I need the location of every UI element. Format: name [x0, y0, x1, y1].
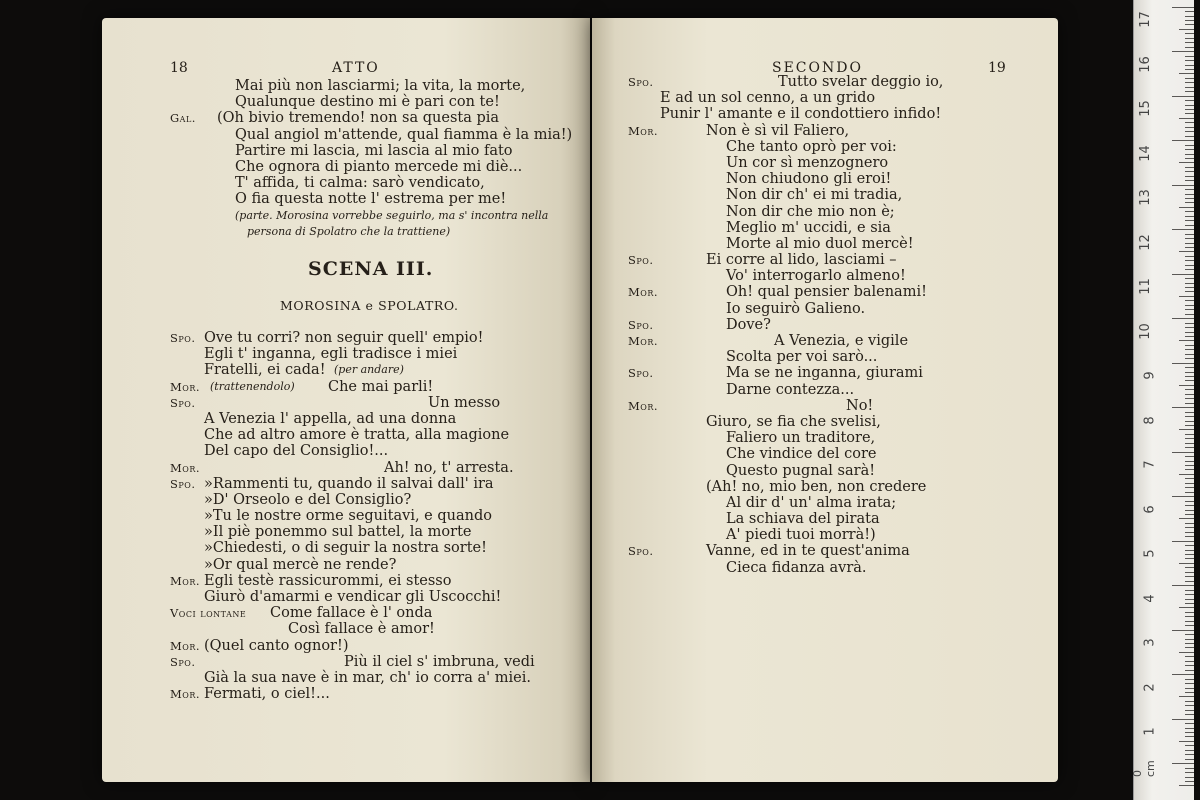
verse-line: Mai più non lasciarmi; la vita, la morte, [235, 78, 526, 94]
ruler-tick [1185, 358, 1194, 359]
ruler-tick [1185, 127, 1194, 128]
ruler-tick [1185, 154, 1194, 155]
verse-line: Già la sua nave è in mar, ch' io corra a' miei. [204, 669, 531, 686]
verse-line: Cieca fidanza avrà. [726, 559, 867, 576]
ruler-tick [1185, 189, 1194, 190]
verse-line: Che ad altro amore è tratta, alla magione [204, 427, 510, 444]
verse-line: Spo. Ma se ne inganna, giurami [628, 365, 923, 382]
ruler-tick [1179, 73, 1194, 74]
verse-line: Mor. Fermati, o ciel!... [170, 686, 330, 703]
ruler-tick [1185, 754, 1194, 755]
verse-line: Fratelli, ei cada! (per andare) [204, 362, 404, 379]
ruler-tick [1185, 469, 1194, 470]
ruler-tick [1185, 243, 1194, 244]
ruler-tick [1185, 421, 1194, 422]
verse-line: Spo. Vanne, ed in te quest'anima [628, 543, 910, 560]
verse-line: Così fallace è amor! [288, 621, 435, 638]
ruler-tick [1185, 576, 1194, 577]
verse-line: Che ognora di pianto mercede mi diè... [235, 158, 523, 175]
ruler-tick [1185, 211, 1194, 212]
ruler-tick [1185, 16, 1194, 17]
ruler-tick [1185, 354, 1194, 355]
ruler-tick [1185, 550, 1194, 551]
ruler-number: 4 [1142, 593, 1158, 603]
left-page [102, 18, 590, 782]
ruler-tick [1185, 425, 1194, 426]
running-head: ATTO [332, 60, 380, 76]
ruler-tick [1185, 87, 1194, 88]
ruler-tick [1179, 607, 1194, 608]
verse-line: Partire mi lascia, mi lascia al mio fato [235, 142, 513, 159]
ruler-tick [1185, 465, 1194, 466]
ruler-number: 3 [1142, 638, 1158, 647]
ruler-tick [1185, 772, 1194, 773]
ruler-tick [1185, 647, 1194, 648]
verse-line: Spo. Ove tu corri? non seguir quell' empio! [170, 330, 484, 346]
ruler-tick [1185, 220, 1194, 221]
ruler-tick [1172, 541, 1194, 542]
verse-line: E ad un sol cenno, a un grido [660, 90, 876, 107]
verse-line: Giuro, se fia che svelisi, [706, 413, 881, 430]
ruler-tick [1185, 434, 1194, 435]
ruler-tick [1185, 380, 1194, 381]
verse-line: Mor. Ah! no, t' arresta. [170, 459, 514, 476]
ruler-tick [1185, 145, 1194, 146]
ruler-tick [1185, 336, 1194, 337]
verse-line: Mor. Non è sì vil Faliero, [628, 122, 850, 139]
ruler-tick [1185, 38, 1194, 39]
ruler-tick [1172, 719, 1194, 720]
ruler-tick [1185, 710, 1194, 711]
ruler-tick [1185, 643, 1194, 644]
ruler-tick [1172, 318, 1194, 319]
verse-line: Scolta per voi sarò... [726, 349, 878, 366]
ruler-tick [1185, 594, 1194, 595]
ruler-tick [1185, 216, 1194, 217]
ruler-tick [1185, 688, 1194, 689]
ruler-tick [1185, 20, 1194, 21]
verse-line: Giurò d'amarmi e vendicar gli Uscocchi! [204, 589, 502, 605]
ruler-tick [1185, 305, 1194, 306]
ruler-tick [1172, 763, 1194, 764]
ruler-tick [1185, 24, 1194, 25]
ruler-tick [1185, 269, 1194, 270]
scene-title: SCENA III. [308, 258, 434, 280]
ruler-tick [1185, 225, 1194, 226]
ruler-tick [1185, 234, 1194, 235]
ruler-tick [1172, 496, 1194, 497]
ruler-tick [1172, 229, 1194, 230]
ruler-tick [1185, 349, 1194, 350]
ruler-number: 6 [1142, 504, 1158, 514]
verse-block [592, 74, 1058, 576]
verse-line: Non dir che mio non è; [726, 203, 895, 220]
ruler-tick [1185, 527, 1194, 528]
verse-line: Mor. (Quel canto ognor!) [170, 637, 349, 654]
ruler-tick [1185, 327, 1194, 328]
verse-line: T' affida, ti calma: sarò vendicato, [235, 175, 485, 192]
ruler-tick [1185, 656, 1194, 657]
ruler-tick [1185, 483, 1194, 484]
ruler-tick [1179, 162, 1194, 163]
ruler-tick [1185, 314, 1194, 315]
verse-line: (Ah! no, mio ben, non credere [706, 478, 927, 495]
ruler-tick [1185, 545, 1194, 546]
ruler-number: 1 [1142, 727, 1158, 736]
ruler-tick [1185, 492, 1194, 493]
ruler-tick [1185, 523, 1194, 524]
ruler-tick [1185, 47, 1194, 48]
ruler-tick [1185, 171, 1194, 172]
ruler-tick [1179, 563, 1194, 564]
ruler-tick [1185, 701, 1194, 702]
ruler-number: 16 [1138, 55, 1154, 73]
ruler-tick [1185, 109, 1194, 110]
ruler-tick [1179, 29, 1194, 30]
ruler-tick [1185, 260, 1194, 261]
ruler-tick [1185, 501, 1194, 502]
ruler-tick [1185, 443, 1194, 444]
ruler-number: 12 [1138, 233, 1154, 251]
verse-line: Darne contezza... [726, 381, 855, 398]
ruler-tick [1185, 558, 1194, 559]
ruler-tick [1185, 554, 1194, 555]
verse-line: Mor. No! [628, 397, 874, 414]
ruler-number: 11 [1138, 278, 1154, 295]
verse-line: Mor. Egli testè rassicurommi, ei stesso [170, 572, 452, 589]
ruler-tick [1185, 398, 1194, 399]
ruler-tick [1179, 385, 1194, 386]
page-number: 19 [988, 60, 1006, 76]
ruler-tick [1185, 478, 1194, 479]
ruler-tick [1179, 785, 1194, 786]
verse-line: Spo. Un messo [170, 394, 501, 411]
ruler-tick [1185, 612, 1194, 613]
ruler-tick [1185, 372, 1194, 373]
ruler-tick [1185, 345, 1194, 346]
ruler-tick [1185, 332, 1194, 333]
verse-line: Voci lontane Come fallace è l' onda [170, 605, 433, 622]
verse-line: A' piedi tuoi morrà!) [726, 527, 876, 544]
verse-line: Egli t' inganna, egli tradisce i miei [204, 346, 458, 363]
ruler-tick [1185, 136, 1194, 137]
ruler-tick [1185, 69, 1194, 70]
ruler-tick [1172, 452, 1194, 453]
ruler-tick [1185, 403, 1194, 404]
ruler-tick [1185, 291, 1194, 292]
ruler-tick [1185, 461, 1194, 462]
ruler-tick [1185, 616, 1194, 617]
ruler-tick [1185, 705, 1194, 706]
ruler-tick [1179, 474, 1194, 475]
verse-line: Faliero un traditore, [726, 430, 876, 447]
ruler-tick [1185, 265, 1194, 266]
verse-line: »D' Orseolo e del Consiglio? [204, 491, 412, 508]
ruler-tick [1185, 728, 1194, 729]
ruler-tick [1179, 518, 1194, 519]
verse-line: Non chiudono gli eroi! [726, 171, 892, 188]
ruler-tick [1179, 207, 1194, 208]
verse-line: Al dir d' un' alma irata; [726, 494, 897, 511]
verse-line: Spo. Più il ciel s' imbruna, vedi [170, 653, 535, 670]
ruler-tick [1172, 274, 1194, 275]
ruler-tick [1185, 750, 1194, 751]
ruler-number: 5 [1142, 549, 1158, 558]
ruler-tick [1185, 625, 1194, 626]
ruler-tick [1185, 723, 1194, 724]
ruler-tick [1185, 122, 1194, 123]
ruler-tick [1185, 510, 1194, 511]
ruler-tick [1185, 65, 1194, 66]
ruler-number: 15 [1138, 100, 1154, 117]
ruler-tick [1185, 42, 1194, 43]
verse-line: Spo. Ei corre al lido, lasciami – [628, 252, 897, 269]
ruler-tick [1185, 683, 1194, 684]
open-book [100, 18, 1100, 786]
ruler-number: 13 [1138, 189, 1154, 206]
ruler-tick [1185, 105, 1194, 106]
ruler-tick [1185, 639, 1194, 640]
verse-line: Gal. (Oh bivio tremendo! non sa questa pia [170, 110, 500, 127]
ruler-tick [1185, 131, 1194, 132]
verse-line: Non dir ch' ei mi tradia, [726, 187, 903, 204]
ruler-tick [1185, 487, 1194, 488]
ruler-tick [1185, 389, 1194, 390]
ruler-tick [1185, 78, 1194, 79]
verse-line: Spo. »Rammenti tu, quando il salvai dall' ira [170, 475, 494, 492]
ruler-tick [1185, 590, 1194, 591]
page-number: 18 [170, 60, 188, 76]
ruler-tick [1185, 247, 1194, 248]
ruler-tick [1185, 283, 1194, 284]
ruler-tick [1185, 514, 1194, 515]
ruler-tick [1172, 7, 1194, 8]
ruler-tick [1185, 634, 1194, 635]
verse-line: Un cor sì menzognero [726, 154, 889, 171]
stage-direction: (parte. Morosina vorrebbe seguirlo, ma s' incontra nella [235, 208, 549, 222]
verse-line: Meglio m' uccidi, e sia [726, 219, 891, 236]
running-head: SECONDO [772, 60, 863, 76]
ruler-tick [1172, 674, 1194, 675]
ruler-tick [1185, 505, 1194, 506]
ruler-tick [1185, 60, 1194, 61]
ruler-tick [1185, 412, 1194, 413]
ruler-tick [1185, 732, 1194, 733]
ruler-tick [1179, 696, 1194, 697]
verse-line: Questo pugnal sarà! [726, 462, 876, 479]
ruler-tick [1185, 777, 1194, 778]
verse-line: Mor. (trattenendolo) Che mai parli! [170, 378, 434, 395]
verse-line: Che vindice del core [726, 446, 877, 463]
scene-characters: MOROSINA e SPOLATRO. [280, 298, 459, 313]
ruler-tick [1185, 323, 1194, 324]
ruler-tick [1185, 167, 1194, 168]
ruler-tick [1185, 532, 1194, 533]
ruler-number: 14 [1138, 144, 1154, 162]
ruler-tick [1179, 118, 1194, 119]
ruler-tick [1185, 202, 1194, 203]
verse-line: O fia questa notte l' estrema per me! [235, 191, 507, 208]
verse-line: Spo. Tutto svelar deggio io, [628, 74, 944, 90]
ruler-tick [1185, 621, 1194, 622]
verse-line: Io seguirò Galieno. [726, 300, 866, 317]
ruler-tick [1185, 158, 1194, 159]
ruler-tick [1185, 33, 1194, 34]
ruler-tick [1172, 96, 1194, 97]
verse-line: »Tu le nostre orme seguitavi, e quando [204, 508, 492, 525]
ruler-tick [1179, 652, 1194, 653]
verse-line: »Chiedesti, o di seguir la nostra sorte! [204, 540, 487, 557]
ruler-tick [1172, 363, 1194, 364]
ruler-tick [1185, 665, 1194, 666]
verse-line: A Venezia l' appella, ad una donna [204, 410, 457, 427]
verse-line: »Or qual mercè ne rende? [204, 556, 397, 573]
ruler-tick [1179, 429, 1194, 430]
ruler-tick [1185, 376, 1194, 377]
ruler-tick [1185, 567, 1194, 568]
ruler-tick [1185, 11, 1194, 12]
verse-line: Qualunque destino mi è pari con te! [235, 94, 500, 111]
ruler-tick [1185, 100, 1194, 101]
ruler-tick [1172, 585, 1194, 586]
ruler-tick [1185, 309, 1194, 310]
ruler-tick [1185, 238, 1194, 239]
ruler-tick [1185, 416, 1194, 417]
ruler-tick [1185, 603, 1194, 604]
verse-line: Mor. Oh! qual pensier balenami! [628, 284, 927, 301]
ruler-tick [1185, 679, 1194, 680]
ruler-tick [1179, 741, 1194, 742]
ruler-tick [1185, 91, 1194, 92]
ruler-number: 17 [1138, 11, 1154, 28]
ruler-tick [1185, 692, 1194, 693]
ruler-tick [1172, 185, 1194, 186]
ruler-tick [1172, 51, 1194, 52]
ruler-tick [1185, 670, 1194, 671]
ruler-tick [1185, 447, 1194, 448]
ruler-tick [1185, 287, 1194, 288]
ruler-tick [1185, 113, 1194, 114]
ruler-tick [1185, 745, 1194, 746]
ruler-number: 7 [1142, 460, 1158, 469]
verse-line: »Il piè ponemmo sul battel, la morte [204, 524, 472, 541]
measuring-ruler [1133, 0, 1194, 800]
ruler-tick [1185, 180, 1194, 181]
verse-line: Spo. Dove? [628, 316, 771, 333]
ruler-tick [1172, 630, 1194, 631]
ruler-tick [1185, 198, 1194, 199]
ruler-number: 9 [1142, 371, 1158, 380]
verse-block-2 [102, 330, 590, 702]
stage-direction: persona di Spolatro che la trattiene) [247, 224, 451, 238]
ruler-tick [1185, 456, 1194, 457]
ruler-number: 8 [1142, 415, 1158, 425]
ruler-number: 2 [1142, 682, 1158, 692]
ruler-tick [1185, 572, 1194, 573]
ruler-unit-label: 0 cm [1131, 760, 1157, 777]
verse-line: La schiava del pirata [726, 511, 880, 528]
verse-line: Qual angiol m'attende, qual fiamma è la mia!) [235, 126, 573, 143]
ruler-tick [1185, 536, 1194, 537]
ruler-number: 10 [1138, 322, 1154, 340]
verse-line: Vo' interrogarlo almeno! [726, 268, 906, 285]
ruler-tick [1185, 82, 1194, 83]
ruler-tick [1185, 599, 1194, 600]
ruler-tick [1185, 781, 1194, 782]
ruler-tick [1185, 581, 1194, 582]
ruler-tick [1185, 300, 1194, 301]
verse-line: Morte al mio duol mercè! [726, 235, 914, 252]
ruler-tick [1185, 394, 1194, 395]
ruler-tick [1179, 251, 1194, 252]
verse-line: Che tanto oprò per voi: [726, 138, 897, 155]
ruler-tick [1185, 176, 1194, 177]
verse-line: Mor. A Venezia, e vigile [628, 333, 909, 349]
right-page [592, 18, 1058, 782]
ruler-tick [1185, 438, 1194, 439]
ruler-tick [1172, 407, 1194, 408]
verse-block-1 [102, 78, 590, 240]
verse-line: Del capo del Consiglio!... [204, 443, 389, 460]
ruler-tick [1185, 367, 1194, 368]
ruler-tick [1179, 296, 1194, 297]
ruler-tick [1185, 661, 1194, 662]
ruler-tick [1185, 149, 1194, 150]
ruler-tick [1179, 340, 1194, 341]
ruler-tick [1185, 256, 1194, 257]
ruler-tick [1172, 140, 1194, 141]
ruler-tick [1185, 759, 1194, 760]
ruler-tick [1185, 736, 1194, 737]
ruler-tick [1185, 278, 1194, 279]
ruler-tick [1185, 714, 1194, 715]
ruler-tick [1185, 768, 1194, 769]
ruler-tick [1185, 56, 1194, 57]
verse-line: Punir l' amante e il condottiero infido! [660, 106, 942, 123]
ruler-tick [1185, 194, 1194, 195]
